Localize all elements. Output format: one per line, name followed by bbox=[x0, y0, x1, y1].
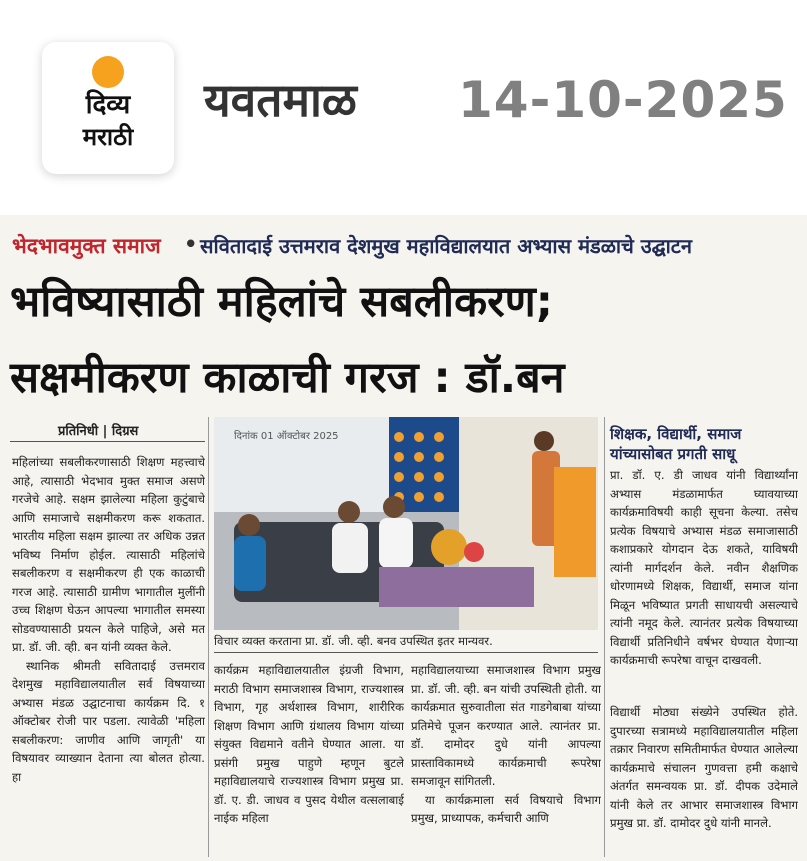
event-photo-illustration bbox=[214, 417, 598, 630]
column-divider bbox=[208, 417, 209, 857]
paragraph: स्थानिक श्रीमती सवितादाई उत्तमराव देशमुख महाविद्यालयातील सर्व विषयाच्या अभ्यास मंडळ उद्घाटनाचा कार्यक्रम दि. १ ऑक्टोबर रोजी पार पडला. त्यावेळी 'महिला सबलीकरण: जाणीव आणि जागृती' या विषयावर व्याख्यान देताना त्या बोलत होत्या. हा bbox=[12, 658, 205, 784]
paragraph: या कार्यक्रमाला सर्व विषयाचे विभाग प्रमुख, प्राध्यापक, कर्मचारी आणि bbox=[411, 792, 601, 825]
byline: प्रतिनिधी | दिग्रस bbox=[58, 424, 139, 439]
article-column-4-continued bbox=[610, 703, 798, 857]
photo-banner-text: दिनांक 01 ऑक्टोबर 2025 bbox=[234, 431, 339, 442]
sub-heading: शिक्षक, विद्यार्थी, समाज यांच्यासोबत प्रगती साधू bbox=[610, 425, 742, 463]
article-column-1 bbox=[12, 453, 205, 858]
paragraph: प्रा. डॉ. ए. डी जाधव यांनी विद्यार्थ्यांना अभ्यास मंडळामार्फत घ्यावयाच्या कार्यक्रमाविषयी काही सूचना केल्या. तसेच प्रत्येक विषयाचे अभ्यास मंडळ समाजासाठी कशाप्रकारे योगदान देऊ शकते, याविषयी त्यांनी मार्गदर्शन केले. नवीन शैक्षणिक धोरणामध्ये शिक्षक, विद्यार्थी, समाज यांना मिळून भविष्यात प्रगती साधायची असल्याचे त्यांनी नमूद केले. त्यानंतर प्रत्येक विषयाच्या विद्यार्थी प्रतिनिधीने वर्षभर घेण्यात येणाऱ्या कार्यक्रमाची रूपरेषा वाचून दाखवली. bbox=[610, 468, 798, 667]
kicker-separator: • bbox=[184, 232, 198, 256]
paragraph: महिलांच्या सबलीकरणासाठी शिक्षण महत्त्वाचे आहे, त्यासाठी भेदभाव मुक्त समाज असणे गरजेचे आहे. सक्षम झालेल्या महिला कुटुंबाचे आणि समाजाचे सक्षमीकरण करू शकतात. भारतीय महिला सक्षम झाल्या तर अधिक उन्नत भविष्य निर्माण होईल. त्यासाठी महिलांचे सबलीकरण व सक्षमीकरण ही एक काळाची गरज आहे. त्यासाठी ग्रामीण भागातील मुलींनी उच्च शिक्षण घेऊन आपल्या भागातील समस्या सोडवण्यासाठी प्रयत्न केले पाहिजे, असे मत प्रा. डॉ. जी. व्ही. बन यांनी व्यक्त केले. bbox=[12, 455, 205, 654]
headline-line-2: सक्षमीकरण काळाची गरज : डॉ.बन bbox=[10, 353, 565, 403]
byline-divider bbox=[10, 441, 205, 442]
caption-divider bbox=[214, 652, 598, 653]
article-kicker-subtitle: सवितादाई उत्तमराव देशमुख महाविद्यालयात अभ्यास मंडळाचे उद्घाटन bbox=[200, 234, 692, 258]
paragraph: विद्यार्थी मोठ्या संख्येने उपस्थित होते. दुपारच्या सत्रामध्ये महाविद्यालयातील महिला तक्रार निवारण समितीमार्फत घेण्यात आलेल्या कार्यक्रमाचे संचालन गुणवत्ता हमी कक्षाचे अंतर्गत समन्वयक प्रा. डॉ. दीपक उदेमाले यांनी केले तर आभार समाजशास्त्र विभाग प्रमुख प्रा. डॉ. दामोदर दुधे यांनी मानले. bbox=[610, 705, 798, 830]
photo-caption: विचार व्यक्त करताना प्रा. डॉ. जी. व्ही. बनव उपस्थित इतर मान्यवर. bbox=[214, 634, 493, 648]
sun-icon bbox=[92, 56, 124, 88]
edition-date: 14-10-2025 bbox=[458, 71, 788, 129]
headline-line-1: भविष्यासाठी महिलांचे सबलीकरण; bbox=[10, 277, 553, 327]
divya-marathi-logo bbox=[42, 42, 174, 174]
logo-text-line1: दिव्य bbox=[85, 90, 131, 120]
column-divider bbox=[604, 417, 605, 857]
article-column-2 bbox=[214, 661, 404, 857]
article-column-4 bbox=[610, 466, 798, 696]
logo-text-line2: मराठी bbox=[82, 123, 134, 151]
article-kicker: भेदभावमुक्त समाज bbox=[12, 234, 161, 258]
paragraph: कार्यक्रम महाविद्यालयातील इंग्रजी विभाग, मराठी विभाग समाजशास्त्र विभाग, राज्यशास्त्र विभाग, गृह अर्थशास्त्र विभाग, शारीरिक शिक्षण विभाग आणि ग्रंथालय विभाग यांच्या संयुक्त विद्यमाने वतीने घेण्यात आला. या प्रसंगी प्रमुख पाहुणे म्हणून बुटले महाविद्यालयाचे राज्यशास्त्र विभाग प्रमुख प्रा. डॉ. ए. डी. जाधव व पुसद येथील वत्सलाबाई नाईक महिला bbox=[214, 663, 404, 825]
article-column-3 bbox=[411, 661, 601, 857]
paragraph: महाविद्यालयाच्या समाजशास्त्र विभाग प्रमुख प्रा. डॉ. जी. व्ही. बन यांची उपस्थिती होती. या कार्यक्रमात सुरुवातीला संत गाडगेबाबा यांच्या प्रतिमेचे पूजन करण्यात आले. त्यानंतर प्रा. डॉ. दामोदर दुधे यांनी आपल्या प्रास्ताविकामध्ये कार्यक्रमाची रूपरेषा समजावून सांगितली. bbox=[411, 663, 601, 788]
event-photo bbox=[214, 417, 598, 630]
edition-city: यवतमाळ bbox=[204, 73, 357, 127]
